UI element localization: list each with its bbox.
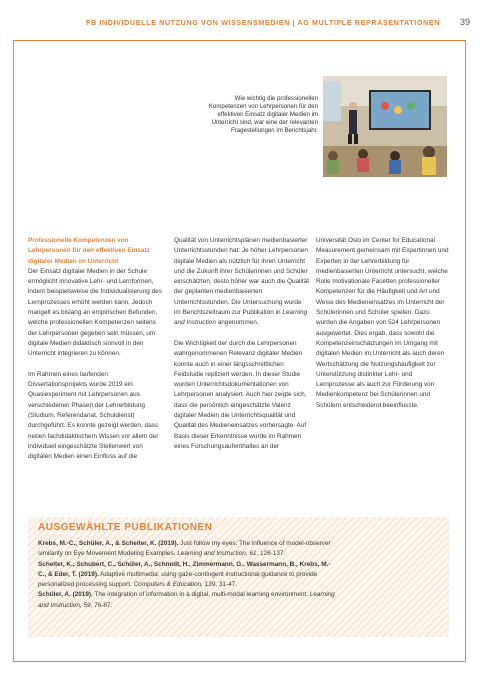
text-column-2 [174, 236, 309, 463]
text-column-1 [28, 236, 163, 473]
publications-title: AUSGEWÄHLTE PUBLIKATIONEN [38, 522, 213, 533]
page-header [0, 18, 470, 32]
paragraph: Universität Oslo im Center for Educational Measurement gemeinsam mit Expertinnen und Experten in der Lehrerbildung für medienbasierten Unterricht untersucht, welche Rolle motivationale Facetten professioneller Kompetenzen für die Häufigkeit und Art und Weise des Medieneinsatzes im Unterricht der Schülerinnen und Schüler spielen. Dazu wurden die Angaben von 524 Lehrpersonen ausgewertet. Dies ergab, dass sowohl die Kompetenzeinschätzungen im Umgang mit digitalen Medien im Unterricht als auch deren Wertschätzung die Nutzungshäufigkeit zur Unterstützung distinkter Lehr- und Lernprozesse als auch zur Förderung von Medienkompetenz bei Schülerinnen und Schülern entscheidend beeinflusste. [316, 237, 449, 409]
pub-authors: Scheiter, K., Schubert, C., Schüler, A., Schmidt, H., Zimmermann, G., Wassermann, B., Krebs, M.-C., & Eder, T. (2019). [38, 560, 331, 578]
article-heading: Professionelle Kompetenzen von Lehrpersonen für den effektiven Einsatz digitaler Medien im Unterricht [28, 237, 150, 265]
publication-item [38, 590, 338, 611]
paragraph-text: angenommen. [215, 319, 259, 327]
paragraph: Der Einsatz digitaler Medien in der Schule ermöglicht innovative Lehr- und Lernformen, indem beispielsweise die Individualisierung des Lernprozesses erhöht werden kann. Jedoch mangelt es bislang an empirischen Befunden, welche professionellen Kompetenzen seitens der Lehrpersonen gegeben sein müssen, um digitale Medien didaktisch sinnvoll in den Unterricht integrieren zu können. [28, 267, 162, 358]
pub-pages: , 31-47. [215, 581, 237, 589]
journal-name: Learning and Instruction [174, 309, 308, 327]
pub-title: The integration of information in a digital, multi-modal learning environment. [92, 591, 310, 599]
figure-caption: Wie wichtig die professionellen Kompetenzen von Lehrpersonen für den effektiven Einsatz digitaler Medien im Unterricht sind, war eine der relevanten Fragestellungen im Berichtsjahr. [208, 95, 318, 135]
paragraph: Die Wichtigkeit der durch die Lehrpersonen wahrgenommenen Relevanz digitaler Medien konnte auch in einer längsschnittlichen Feldstudie repliziert werden. In dieser Studie wurden Unterrichtsdokumentationen von Lehrpersonen analysiert. Auch hier zeigte sich, dass die persönlich eingeschätzte Valenz digitaler Medien die Unterrichtsqualität und Qualität des Medieneinsatzes vorhersagte. Auf Basis dieser Erkenntnisse wurde im Rahmen eines Forschungsaufenthaltes an der [174, 339, 307, 450]
publication-item [38, 560, 338, 591]
pub-authors: Schüler, A. (2019). [38, 591, 93, 599]
paragraph-text: Qualität von Unterrichtsplänen medienbasierter Unterrichtsstunden hat: Je höher Lehrpersonen digitale Medien als nützlich für ihren Unterricht und die Zukunft ihrer Schülerinnen und Schüler einschätzten, desto höher war auch die Qualität der geplanten medienbasierten Unterrichtsstunden. Die Untersuchung wurde im Berichtszeitraum zur Publikation in [174, 237, 309, 317]
paragraph: Im Rahmen eines laufenden Dissertationsprojekts wurde 2019 ein Quasiexperiment mit Lehrpersonen aus verschiedenen Phasen der Lehrerbildung (Studium, Referendariat, Schuldienst) durchgeführt. Es konnte gezeigt werden, dass neben fachdidaktischem Wissen vor allem der individuell eingeschätzte Stellenwert von digitalen Medien einen Einfluss auf die [28, 370, 159, 461]
pub-journal: Learning and Instruction, 61 [177, 550, 257, 558]
pub-journal: Learning and Instruction, 59 [38, 591, 335, 609]
pub-pages: , 76-87. [90, 601, 113, 609]
publications-box [28, 517, 449, 637]
pub-pages: , 126-137. [256, 550, 286, 558]
paragraph [174, 236, 309, 329]
text-column-3 [316, 236, 451, 421]
classroom-photo [323, 76, 447, 177]
pub-journal: Computers & Education, 139 [133, 581, 216, 589]
pub-authors: Krebs, M.-C., Schüler, A., & Scheiter, K. (2019). [38, 540, 179, 547]
publications-list [38, 539, 338, 611]
publication-item [38, 539, 338, 560]
running-header-title: FB INDIVIDUELLE NUTZUNG VON WISSENSMEDIEN | AG MULTIPLE REPRÄSENTATIONEN [85, 18, 440, 27]
pub-title: Just follow my eyes: The influence of model-observer similarity on Eye Movement Modeling Examples. [38, 540, 331, 558]
page-number: 39 [459, 17, 470, 27]
pub-title: Adaptive multimedia: using gaze-contingent instructional guidance to provide personalized processing support. [38, 570, 318, 589]
